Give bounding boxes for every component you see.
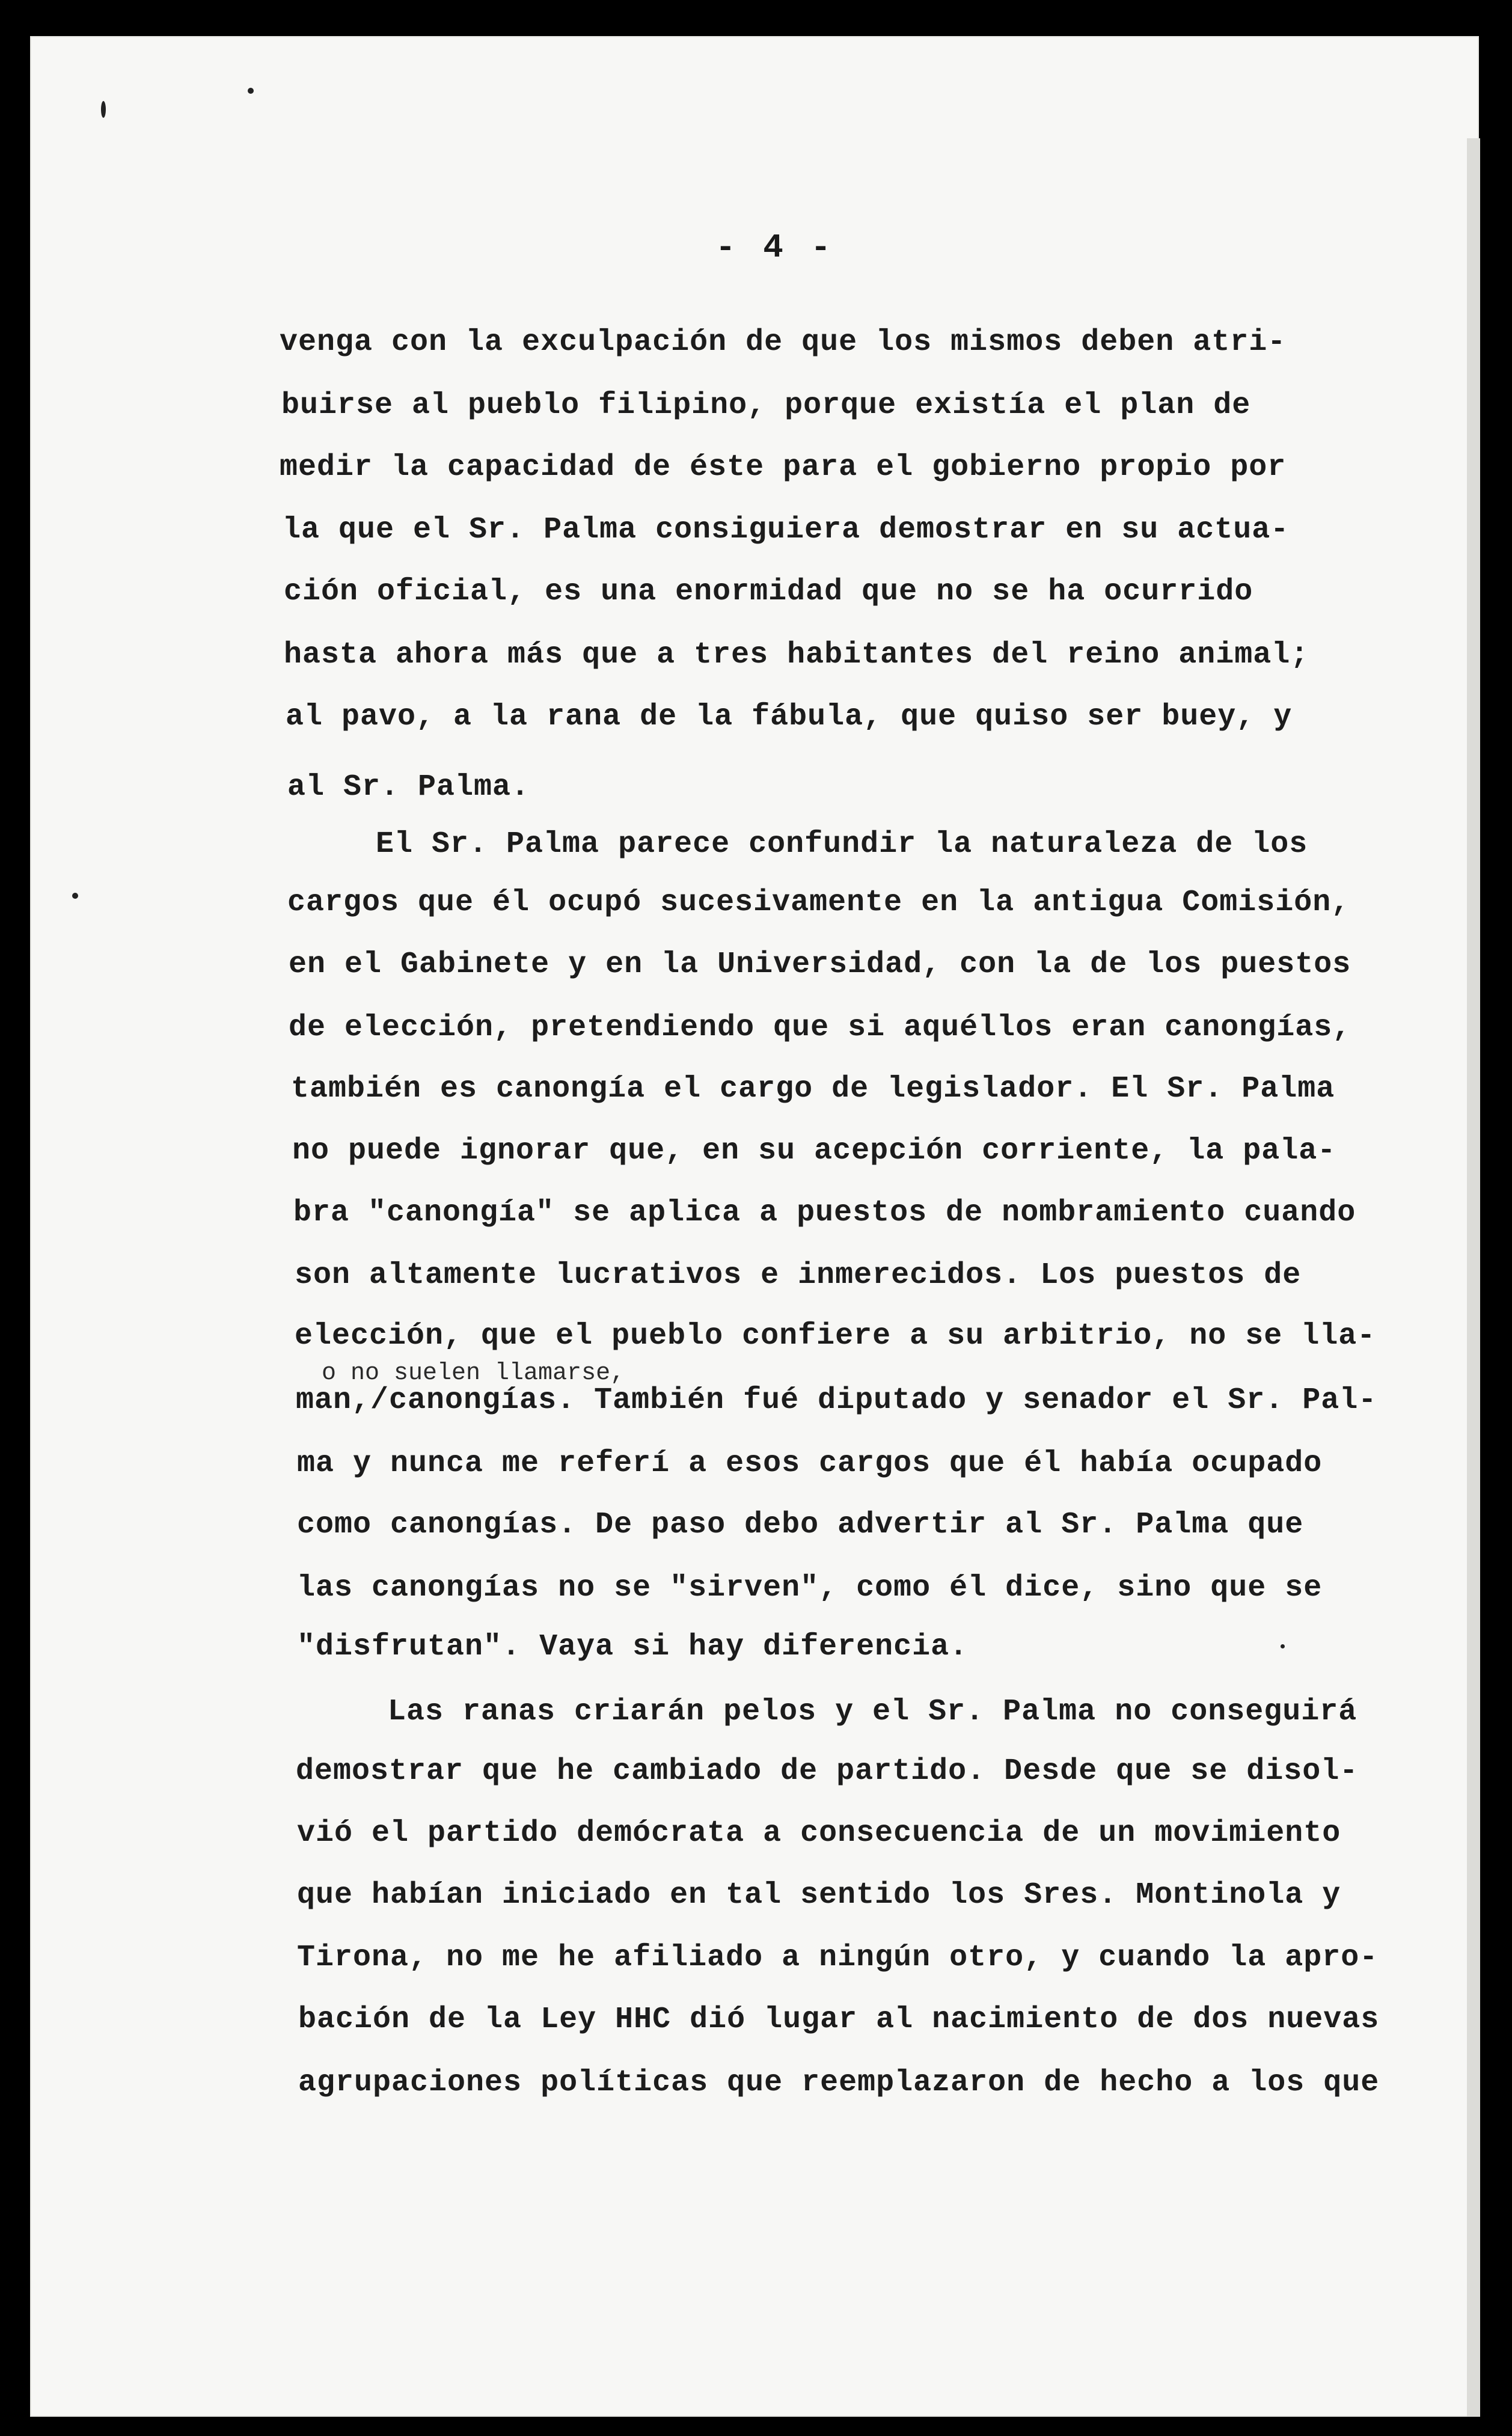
text-line: ma y nunca me referí a esos cargos que él había ocupado bbox=[297, 1446, 1323, 1481]
text-line: de elección, pretendiendo que si aquéllos eran canongías, bbox=[289, 1011, 1351, 1045]
text-line: El Sr. Palma parece confundir la naturaleza de los bbox=[376, 827, 1308, 861]
speck-mark bbox=[1281, 1644, 1285, 1648]
interlinear-insert: o no suelen llamarse, bbox=[322, 1360, 625, 1387]
text-line: bra "canongía" se aplica a puestos de nombramiento cuando bbox=[293, 1196, 1356, 1230]
text-line: hasta ahora más que a tres habitantes del reino animal; bbox=[284, 638, 1309, 672]
text-line: venga con la exculpación de que los mismos deben atri- bbox=[280, 325, 1287, 360]
text-line: buirse al pueblo filipino, porque existía el plan de bbox=[281, 388, 1251, 423]
speck-mark bbox=[72, 893, 78, 899]
text-line: bación de la Ley HHC dió lugar al nacimiento de dos nuevas bbox=[298, 2003, 1380, 2037]
text-line: cargos que él ocupó sucesivamente en la antigua Comisión, bbox=[287, 886, 1350, 920]
text-line: que habían iniciado en tal sentido los Sres. Montinola y bbox=[297, 1878, 1341, 1912]
text-line: "disfrutan". Vaya si hay diferencia. bbox=[297, 1630, 969, 1664]
text-line: la que el Sr. Palma consiguiera demostrar en su actua- bbox=[283, 513, 1290, 547]
text-line: agrupaciones políticas que reemplazaron de hecho a los que bbox=[298, 2066, 1380, 2100]
text-line: elección, que el pueblo confiere a su arbitrio, no se lla- bbox=[295, 1319, 1376, 1353]
text-line: en el Gabinete y en la Universidad, con la de los puestos bbox=[289, 947, 1351, 982]
speck-mark bbox=[248, 88, 254, 94]
text-line: ción oficial, es una enormidad que no se ha ocurrido bbox=[284, 575, 1253, 609]
page-number: - 4 - bbox=[715, 228, 835, 267]
text-line: man,/canongías. También fué diputado y senador el Sr. Pal- bbox=[296, 1383, 1377, 1418]
text-line: las canongías no se "sirven", como él dice, sino que se bbox=[297, 1571, 1323, 1605]
speck-mark bbox=[101, 101, 106, 118]
text-line: demostrar que he cambiado de partido. Desde que se disol- bbox=[296, 1754, 1359, 1789]
text-line: medir la capacidad de éste para el gobierno propio por bbox=[280, 450, 1287, 485]
text-line: al pavo, a la rana de la fábula, que quiso ser buey, y bbox=[286, 700, 1293, 734]
text-line: al Sr. Palma. bbox=[287, 770, 530, 804]
text-line: son altamente lucrativos e inmerecidos. Los puestos de bbox=[295, 1258, 1302, 1293]
text-line: no puede ignorar que, en su acepción corriente, la pala- bbox=[292, 1134, 1336, 1168]
paper-edge bbox=[1467, 138, 1480, 2417]
text-line: vió el partido demócrata a consecuencia de un movimiento bbox=[297, 1816, 1341, 1850]
text-line: también es canongía el cargo de legislador. El Sr. Palma bbox=[291, 1072, 1335, 1106]
text-line: Las ranas criarán pelos y el Sr. Palma no conseguirá bbox=[388, 1695, 1357, 1729]
text-line: Tirona, no me he afiliado a ningún otro, y cuando la apro- bbox=[297, 1941, 1379, 1975]
text-line: como canongías. De paso debo advertir al Sr. Palma que bbox=[297, 1508, 1304, 1542]
